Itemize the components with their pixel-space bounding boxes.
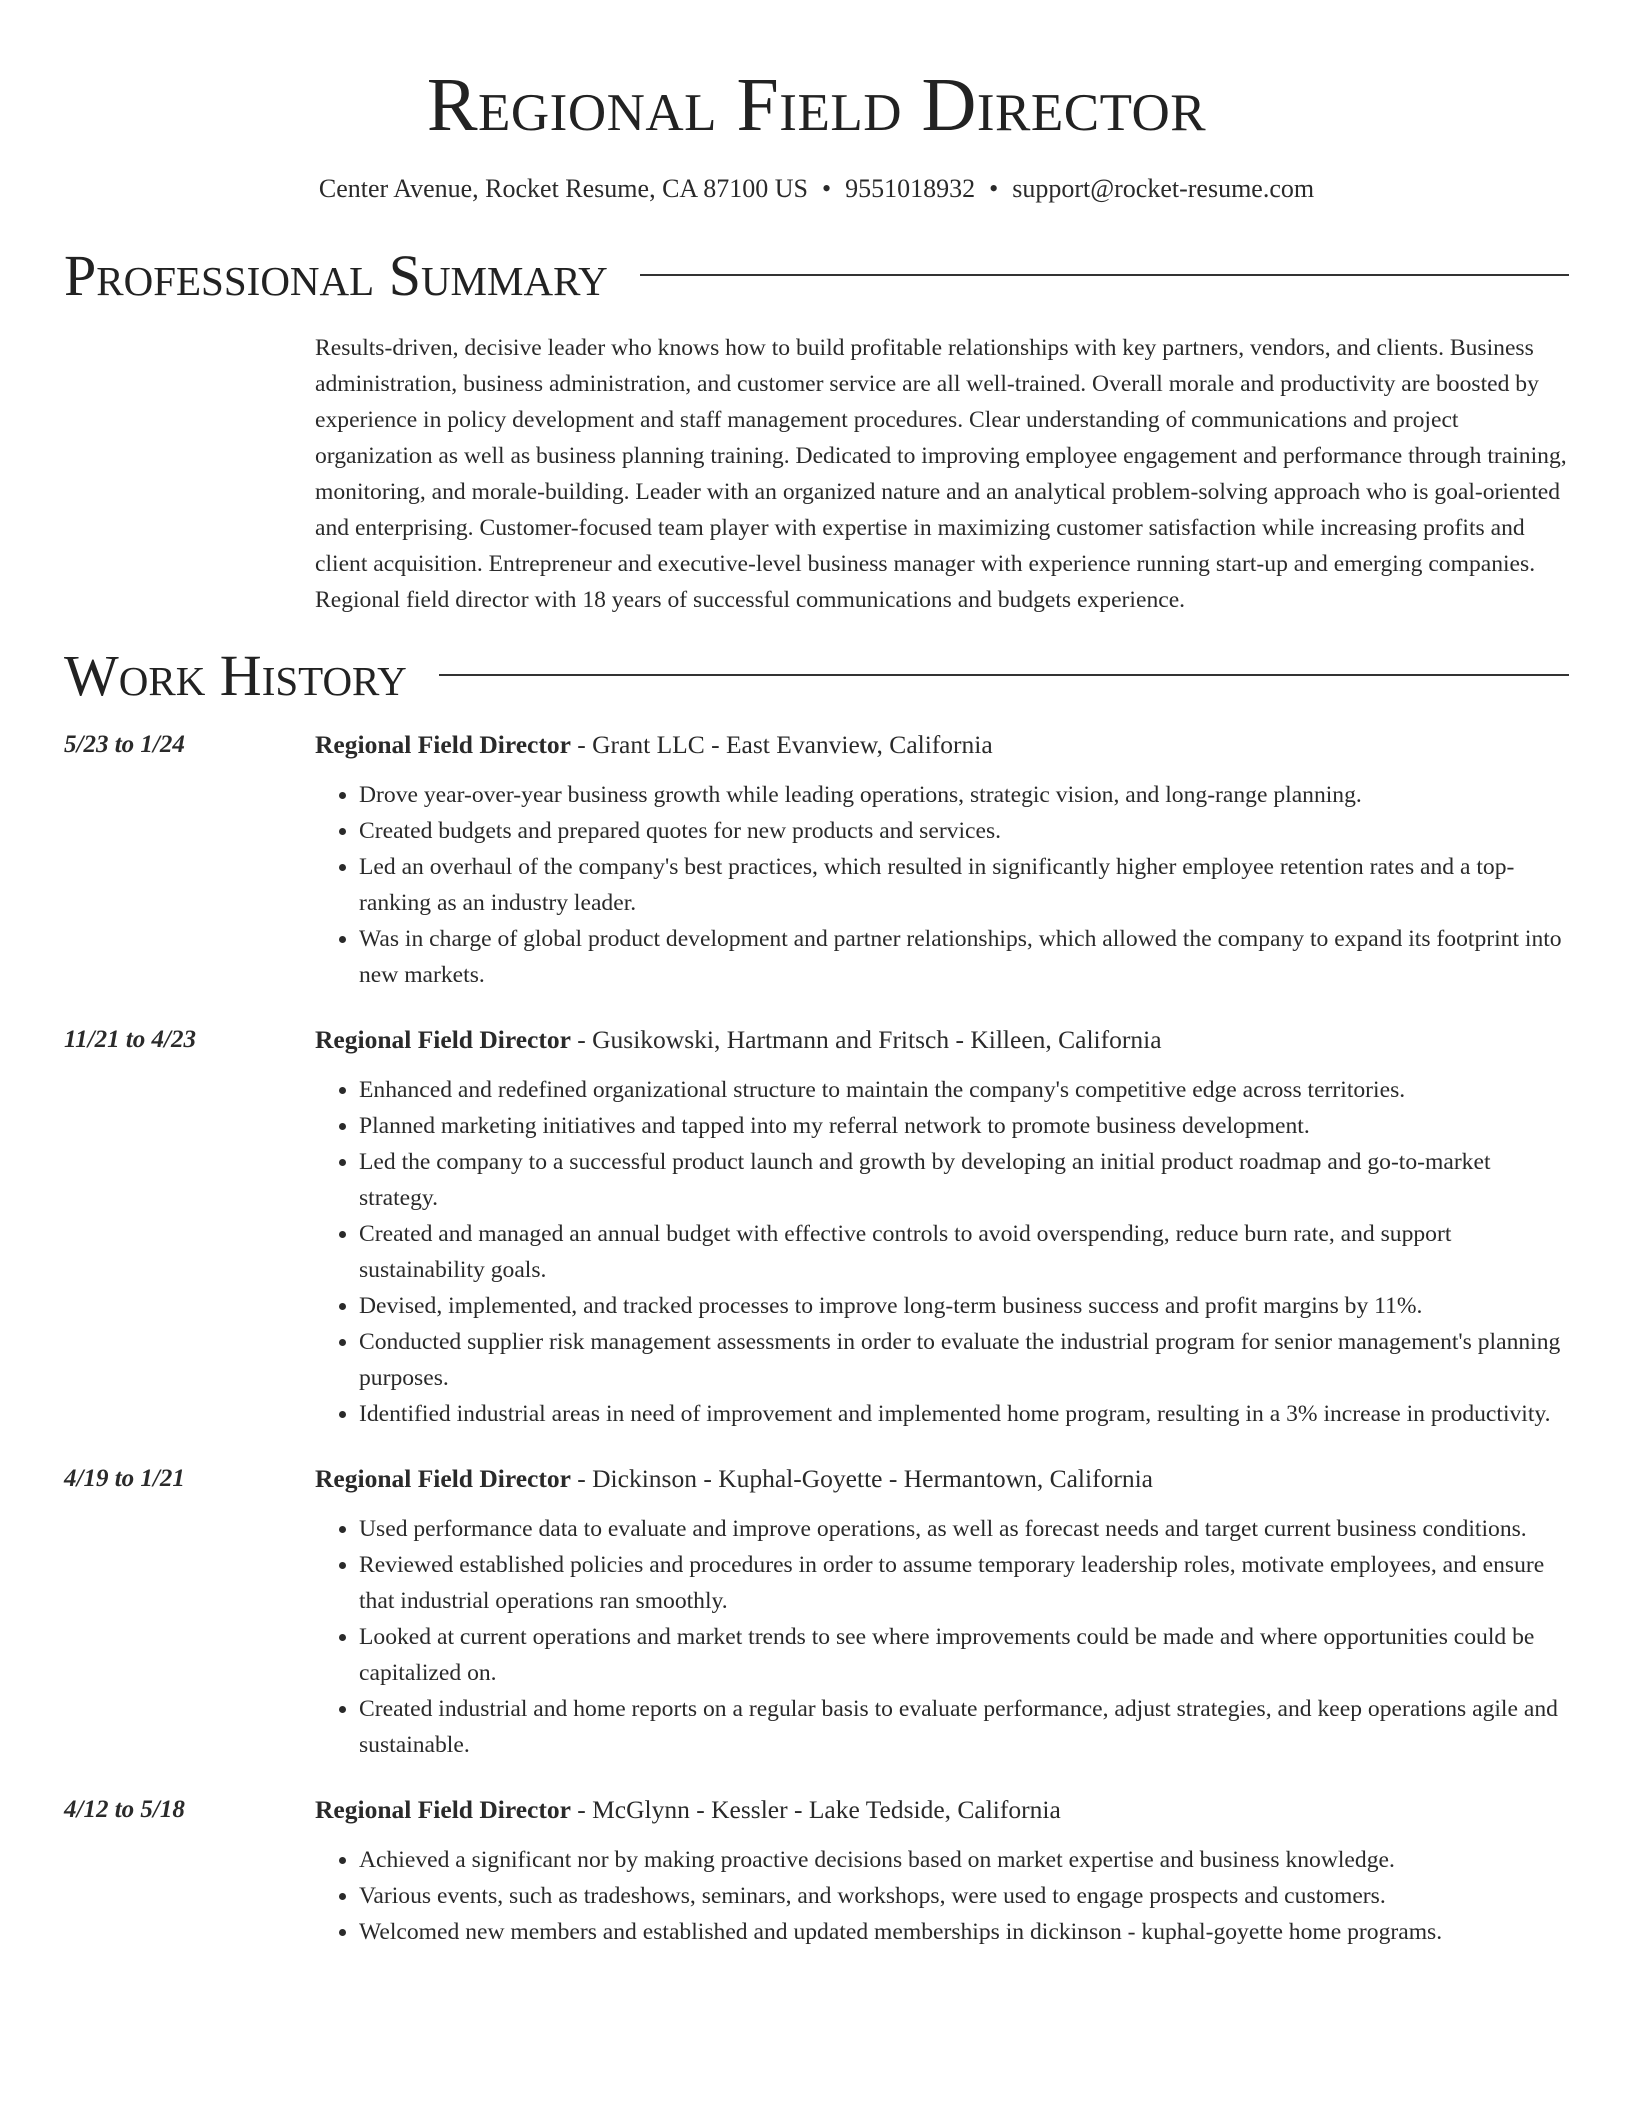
contact-separator: •: [821, 174, 832, 203]
job-dates: 11/21 to 4/23: [64, 1026, 196, 1053]
job-bullet: • Welcomed new members and established and updated memberships in dickinson - kuphal-goyette home programs.: [359, 1914, 1569, 1950]
phone: 9551018932: [845, 174, 976, 203]
job-heading: [315, 1021, 1569, 1058]
summary-text: Results-driven, decisive leader who knows how to build profitable relationships with key partners, vendors, and clients. Business administration, business administration, and customer service are all well-trained. Overall morale and productivity are boosted by experience in policy development and staff management procedures. Clear understanding of communications and project organization as well as business planning training. Dedicated to improving employee engagement and performance through training, monitoring, and morale-building. Leader with an organized nature and an analytical problem-solving approach who is goal-oriented and enterprising. Customer-focused team player with expertise in maximizing customer satisfaction while increasing profits and client acquisition. Entrepreneur and executive-level business manager with experience running start-up and emerging companies. Regional field director with 18 years of successful communications and budgets experience.: [315, 335, 1567, 613]
job-dates: 4/12 to 5/18: [64, 1796, 185, 1823]
job-bullet: • Planned marketing initiatives and tapped into my referral network to promote business development.: [359, 1108, 1569, 1144]
job-bullet: • Looked at current operations and market trends to see where improvements could be made and where opportunities could be capitalized on.: [359, 1619, 1569, 1691]
job-dates: 5/23 to 1/24: [64, 731, 185, 758]
summary-heading: Professional Summary: [64, 243, 608, 308]
job-entry: [64, 1021, 1569, 1432]
job-entry: [64, 1791, 1569, 1950]
job-title: Regional Field Director: [315, 1464, 571, 1493]
job-bullet: • Created and managed an annual budget with effective controls to avoid overspending, reduce burn rate, and support sustainability goals.: [359, 1216, 1569, 1288]
job-title: Regional Field Director: [315, 1025, 571, 1054]
job-heading: [315, 726, 1569, 763]
job-bullet: • Used performance data to evaluate and improve operations, as well as forecast needs and target current business conditions.: [359, 1511, 1569, 1547]
job-employer-location: - Gusikowski, Hartmann and Fritsch - Killeen, California: [570, 1025, 1162, 1054]
job-body: [315, 726, 1569, 993]
job-bullet: • Was in charge of global product development and partner relationships, which allowed the company to expand its footprint into new markets.: [359, 921, 1569, 993]
job-employer-location: - Grant LLC - East Evanview, California: [570, 730, 993, 759]
job-body: [315, 1460, 1569, 1763]
contact-separator: •: [989, 174, 999, 203]
job-entry: [64, 1460, 1569, 1763]
job-bullet: • Devised, implemented, and tracked processes to improve long-term business success and profit margins by 11%.: [359, 1288, 1569, 1324]
job-bullet: • Created industrial and home reports on a regular basis to evaluate performance, adjust strategies, and keep operations agile and sustainable.: [359, 1691, 1569, 1763]
job-heading: [315, 1791, 1569, 1828]
job-title: Regional Field Director: [315, 1795, 571, 1824]
job-bullet: • Reviewed established policies and procedures in order to assume temporary leadership roles, motivate employees, and ensure that industrial operations ran smoothly.: [359, 1547, 1569, 1619]
job-bullet: • Led the company to a successful product launch and growth by developing an initial product roadmap and go-to-market strategy.: [359, 1144, 1569, 1216]
job-employer-location: - McGlynn - Kessler - Lake Tedside, California: [570, 1795, 1061, 1824]
job-heading: [315, 1460, 1569, 1497]
job-bullet: • Identified industrial areas in need of improvement and implemented home program, resulting in a 3% increase in productivity.: [359, 1396, 1569, 1432]
work-history-heading: Work History: [64, 643, 407, 708]
job-entry: [64, 726, 1569, 993]
work-history-section-header: [64, 644, 1569, 708]
candidate-name: Regional Field Director: [426, 63, 1207, 147]
work-history-list: [64, 726, 1569, 1950]
job-bullets: [315, 1072, 1569, 1432]
job-bullet: • Led an overhaul of the company's best practices, which resulted in significantly higher employee retention rates and a top-ranking as an industry leader.: [359, 849, 1569, 921]
job-bullet: • Conducted supplier risk management assessments in order to evaluate the industrial program for senior management's planning purposes.: [359, 1324, 1569, 1396]
job-bullet: • Achieved a significant nor by making proactive decisions based on market expertise and business knowledge.: [359, 1842, 1569, 1878]
job-bullets: [315, 1842, 1569, 1950]
job-employer-location: - Dickinson - Kuphal-Goyette - Hermantown, California: [570, 1464, 1153, 1493]
job-title: Regional Field Director: [315, 730, 571, 759]
job-bullet: • Various events, such as tradeshows, seminars, and workshops, were used to engage prospects and customers.: [359, 1878, 1569, 1914]
job-bullets: [315, 1511, 1569, 1763]
job-bullet: • Drove year-over-year business growth while leading operations, strategic vision, and long-range planning.: [359, 777, 1569, 813]
job-body: [315, 1791, 1569, 1950]
section-divider: [439, 674, 1569, 676]
job-bullet: • Enhanced and redefined organizational structure to maintain the company's competitive edge across territories.: [359, 1072, 1569, 1108]
job-bullets: [315, 777, 1569, 993]
job-dates: 4/19 to 1/21: [64, 1465, 185, 1492]
email: support@rocket-resume.com: [1012, 174, 1315, 203]
job-bullet: • Created budgets and prepared quotes for new products and services.: [359, 813, 1569, 849]
job-body: [315, 1021, 1569, 1432]
section-divider: [640, 274, 1569, 276]
summary-section-header: [64, 244, 1569, 308]
contact-line: [64, 172, 1569, 206]
address: Center Avenue, Rocket Resume, CA 87100 US: [318, 174, 808, 203]
